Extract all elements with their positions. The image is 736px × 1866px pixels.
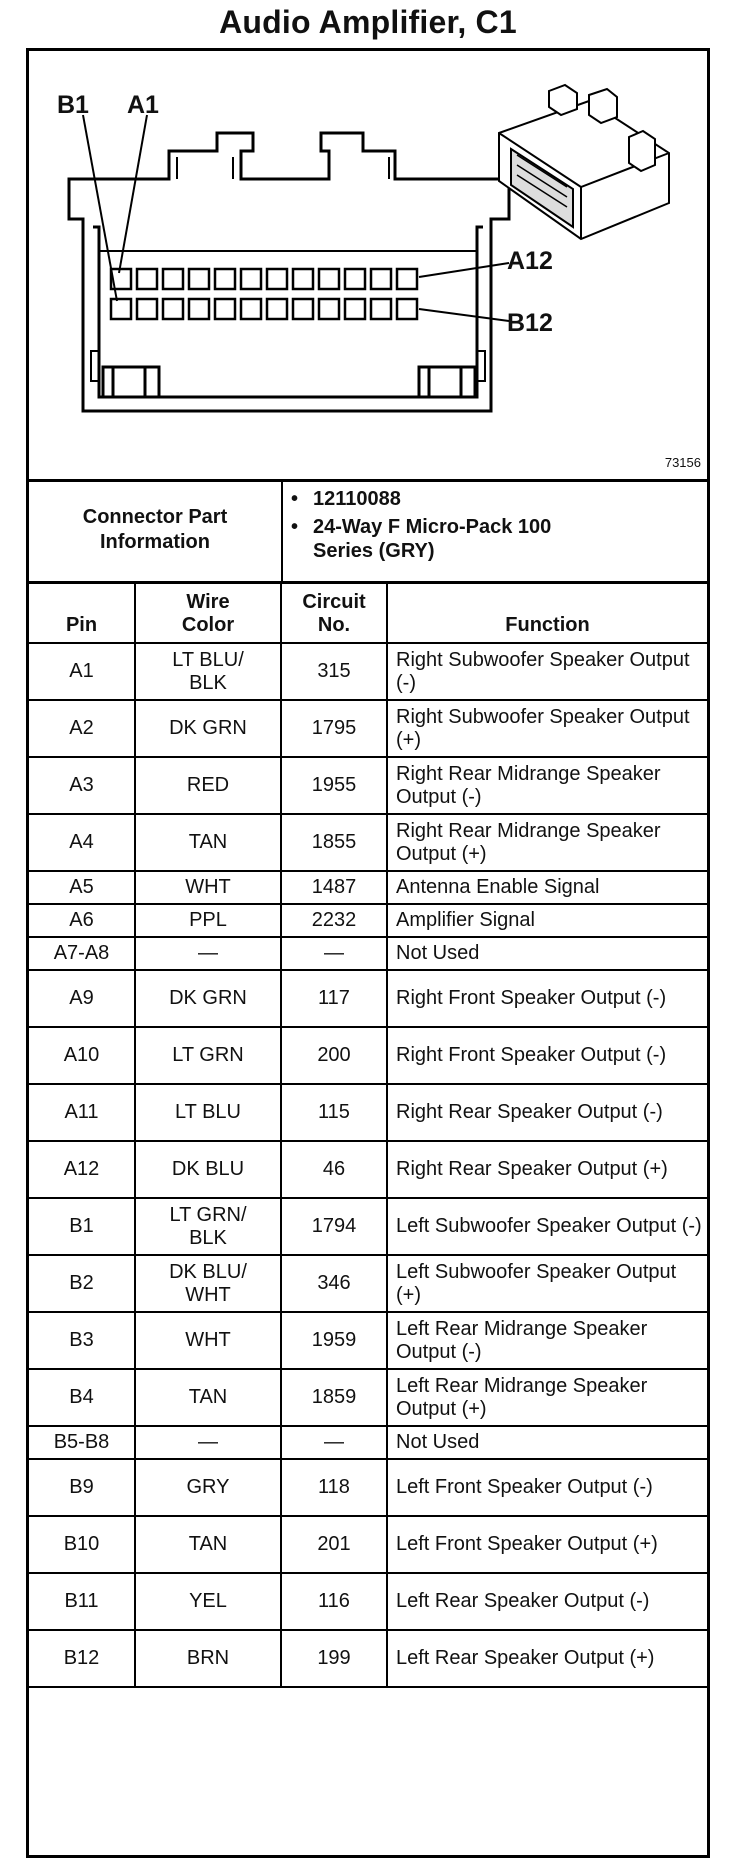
function-cell: Left Rear Speaker Output (-) (387, 1573, 707, 1630)
circuit-cell: 1795 (281, 700, 387, 757)
table-row (29, 1573, 707, 1630)
wire-color-cell: BRN (135, 1630, 281, 1687)
function-cell: Right Front Speaker Output (-) (387, 1027, 707, 1084)
circuit-cell: 2232 (281, 904, 387, 937)
circuit-cell: 118 (281, 1459, 387, 1516)
function-cell: Left Front Speaker Output (-) (387, 1459, 707, 1516)
table-row (29, 643, 707, 700)
connector-info-item: • 12110088 (291, 488, 401, 510)
wire-color-cell: DK BLU (135, 1141, 281, 1198)
connector-info-label: Connector Part Information (29, 479, 283, 581)
pin-cell: A9 (29, 970, 135, 1027)
table-row (29, 1141, 707, 1198)
table-row (29, 871, 707, 904)
circuit-cell: 1855 (281, 814, 387, 871)
circuit-cell: 1955 (281, 757, 387, 814)
function-cell: Not Used (387, 1426, 707, 1459)
table-row (29, 1459, 707, 1516)
circuit-cell: 200 (281, 1027, 387, 1084)
table-header-row (29, 581, 707, 643)
wire-color-cell: WHT (135, 1312, 281, 1369)
pin-row-a (111, 269, 417, 289)
wire-color-cell: — (135, 1426, 281, 1459)
connector-part-info (29, 479, 707, 584)
wire-color-cell: DK BLU/ WHT (135, 1255, 281, 1312)
wire-color-cell: LT BLU/ BLK (135, 643, 281, 700)
function-cell: Right Rear Midrange Speaker Output (-) (387, 757, 707, 814)
table-row (29, 970, 707, 1027)
circuit-cell: 346 (281, 1255, 387, 1312)
circuit-cell: — (281, 937, 387, 970)
table-row (29, 937, 707, 970)
header-pin: Pin (29, 581, 135, 643)
label-b12: B12 (507, 309, 553, 337)
pin-cell: A2 (29, 700, 135, 757)
function-cell: Right Rear Midrange Speaker Output (+) (387, 814, 707, 871)
header-circuit-no: Circuit No. (281, 581, 387, 643)
table-row (29, 1255, 707, 1312)
table-row (29, 1084, 707, 1141)
wire-color-cell: RED (135, 757, 281, 814)
circuit-cell: 116 (281, 1573, 387, 1630)
function-cell: Right Subwoofer Speaker Output (+) (387, 700, 707, 757)
table-row (29, 814, 707, 871)
function-cell: Left Rear Midrange Speaker Output (+) (387, 1369, 707, 1426)
wire-color-cell: — (135, 937, 281, 970)
circuit-cell: 201 (281, 1516, 387, 1573)
function-cell: Left Subwoofer Speaker Output (-) (387, 1198, 707, 1255)
wire-color-cell: LT BLU (135, 1084, 281, 1141)
circuit-cell: — (281, 1426, 387, 1459)
table-row (29, 904, 707, 937)
label-a1: A1 (127, 91, 159, 119)
connector-sheet (26, 48, 710, 1858)
pin-cell: B11 (29, 1573, 135, 1630)
function-cell: Left Front Speaker Output (+) (387, 1516, 707, 1573)
circuit-cell: 1487 (281, 871, 387, 904)
pin-cell: B12 (29, 1630, 135, 1687)
table-row (29, 700, 707, 757)
table-row (29, 1426, 707, 1459)
wire-color-cell: YEL (135, 1573, 281, 1630)
table-row (29, 1027, 707, 1084)
pin-cell: A7-A8 (29, 937, 135, 970)
pin-cell: A1 (29, 643, 135, 700)
pin-cell: B10 (29, 1516, 135, 1573)
circuit-cell: 115 (281, 1084, 387, 1141)
wire-color-cell: PPL (135, 904, 281, 937)
wire-color-cell: TAN (135, 1369, 281, 1426)
circuit-cell: 315 (281, 643, 387, 700)
header-function: Function (387, 581, 707, 643)
pin-cell: A5 (29, 871, 135, 904)
circuit-cell: 1794 (281, 1198, 387, 1255)
header-wire-color: Wire Color (135, 581, 281, 643)
circuit-cell: 1959 (281, 1312, 387, 1369)
wire-color-cell: GRY (135, 1459, 281, 1516)
table-row (29, 1369, 707, 1426)
pin-row-b (111, 299, 417, 319)
figure-number: 73156 (664, 455, 701, 470)
table-row (29, 757, 707, 814)
function-cell: Not Used (387, 937, 707, 970)
page-title: Audio Amplifier, C1 (219, 4, 517, 40)
function-cell: Right Rear Speaker Output (-) (387, 1084, 707, 1141)
wire-color-cell: LT GRN (135, 1027, 281, 1084)
pin-cell: A6 (29, 904, 135, 937)
function-cell: Left Rear Speaker Output (+) (387, 1630, 707, 1687)
pin-cell: A10 (29, 1027, 135, 1084)
pin-cell: B1 (29, 1198, 135, 1255)
table-row (29, 1312, 707, 1369)
circuit-cell: 46 (281, 1141, 387, 1198)
wire-color-cell: TAN (135, 1516, 281, 1573)
pin-cell: A12 (29, 1141, 135, 1198)
circuit-cell: 1859 (281, 1369, 387, 1426)
label-b1: B1 (57, 91, 89, 119)
circuit-cell: 199 (281, 1630, 387, 1687)
pin-cell: A4 (29, 814, 135, 871)
connector-diagram (29, 51, 707, 482)
connector-3d-view (499, 85, 669, 239)
circuit-cell: 117 (281, 970, 387, 1027)
pin-cell: B4 (29, 1369, 135, 1426)
function-cell: Amplifier Signal (387, 904, 707, 937)
wire-color-cell: LT GRN/ BLK (135, 1198, 281, 1255)
function-cell: Right Subwoofer Speaker Output (-) (387, 643, 707, 700)
pin-cell: A11 (29, 1084, 135, 1141)
pin-cell: B2 (29, 1255, 135, 1312)
wire-color-cell: DK GRN (135, 970, 281, 1027)
table-row (29, 1516, 707, 1573)
wire-color-cell: DK GRN (135, 700, 281, 757)
pin-cell: B9 (29, 1459, 135, 1516)
pin-cell: B3 (29, 1312, 135, 1369)
function-cell: Left Subwoofer Speaker Output (+) (387, 1255, 707, 1312)
pin-cell: B5-B8 (29, 1426, 135, 1459)
function-cell: Right Rear Speaker Output (+) (387, 1141, 707, 1198)
function-cell: Right Front Speaker Output (-) (387, 970, 707, 1027)
connector-info-item: • 24-Way F Micro-Pack 100 Series (GRY) (291, 516, 552, 562)
function-cell: Antenna Enable Signal (387, 871, 707, 904)
pin-cell: A3 (29, 757, 135, 814)
label-a12: A12 (507, 247, 553, 275)
table-row (29, 1630, 707, 1687)
function-cell: Left Rear Midrange Speaker Output (-) (387, 1312, 707, 1369)
wire-color-cell: WHT (135, 871, 281, 904)
pinout-table (29, 581, 707, 1688)
wire-color-cell: TAN (135, 814, 281, 871)
connector-info-items (291, 487, 563, 567)
table-row (29, 1198, 707, 1255)
